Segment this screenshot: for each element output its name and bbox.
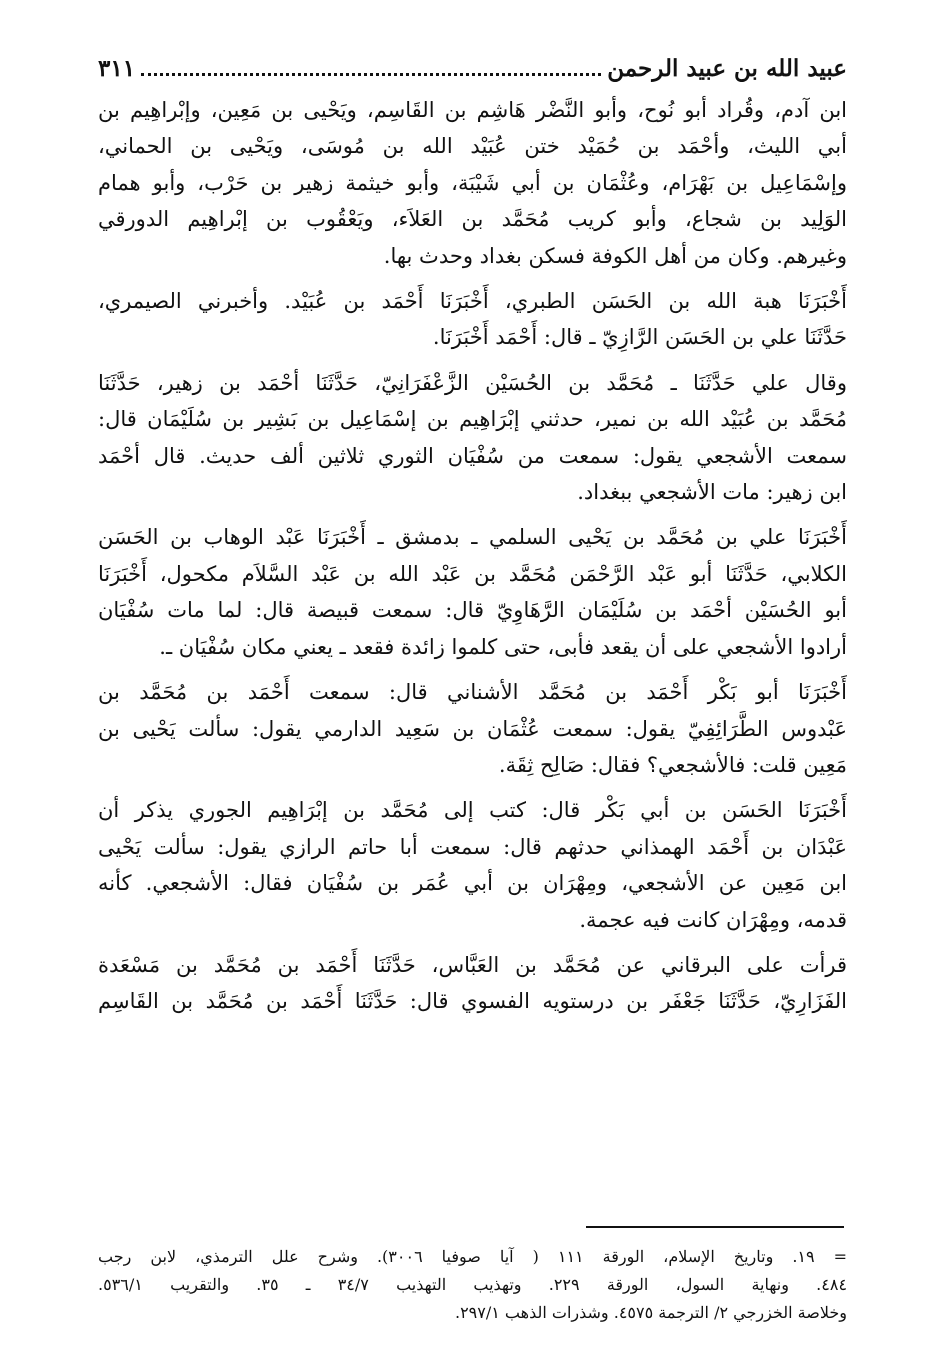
text-line: وغيرهم. وكان من أهل الكوفة فسكن بغداد وحدث بها. — [383, 243, 847, 268]
footnote-line: ٤٨٤. ونهاية السول، الورقة ٢٢٩. وتهذيب التهذيب ٣٤/٧ ـ ٣٥. والتقريب ٥٣٦/١. — [98, 1275, 847, 1294]
text-line: أَخْبَرَنَا هبة الله بن الحَسَن الطبري، أَخْبَرَنَا أَحْمَد بن عُبَيْد. وأخبرني الصيمري، — [98, 289, 847, 314]
text-line: الكلابي، حَدَّثَنَا أبو عَبْد الرَّحْمَن مُحَمَّد بن عَبْد الله بن عَبْد السَّلاَم مكحول، أَخْبَرَنَا — [98, 561, 847, 586]
text-line: عَبْدَان بن أَحْمَد الهمذاني حدثهم قال: سمعت أبا حاتم الرازي يقول: سألت يَحْيى — [98, 834, 847, 859]
paragraph — [98, 519, 847, 665]
text-line: ابن آدم، وقُراد أبو نُوح، وأبو النَّضْر هَاشِم بن القَاسِم، ويَحْيى بن مَعِين، وإبْراهِيم بن — [98, 98, 847, 122]
text-line: قدمه، ومِهْرَان كانت فيه عجمة. — [579, 907, 847, 932]
text-line: وإسْمَاعِيل بن بَهْرَام، وعُثْمَان بن أبي شَيْبَة، وأبو خيثمة زهير بن حَرْب، وأبو همام — [98, 170, 847, 195]
text-line: وقال علي حَدَّثَنَا ـ مُحَمَّد بن الحُسَيْن الزَّعْفَرَانِيّ، حَدَّثَنَا أحْمَد بن زهير، حَدَّثَنَا — [98, 370, 847, 395]
text-line: أَخْبَرَنَا علي بن مُحَمَّد بن يَحْيى السلمي ـ بدمشق ـ أَخْبَرَنَا عَبْد الوهاب بن الحَسَن — [98, 525, 847, 550]
paragraph — [98, 365, 847, 511]
text-line: أَخْبَرَنَا أبو بَكْر أَحْمَد بن مُحَمَّد الأشناني قال: سمعت أَحْمَد بن مُحَمَّد بن — [98, 680, 847, 705]
text-line: أبو الحُسَيْن أحْمَد بن سُلَيْمَان الرَّهَاوِيّ قال: سمعت قبيصة قال: لما مات سُفْيَان — [98, 598, 847, 623]
paragraph — [98, 283, 847, 356]
footnote-separator — [586, 1226, 844, 1228]
text-line: الفَزَارِيّ، حَدَّثَنَا جَعْفَر بن درستويه الفسوي قال: حَدَّثَنَا أَحْمَد بن مُحَمَّد بن القَاسِم — [98, 989, 847, 1014]
page-number: ٣١١ — [98, 55, 136, 82]
paragraph — [98, 674, 847, 783]
text-line: الوَلِيد بن شجاع، وأبو كريب مُحَمَّد بن العَلاَء، ويَعْقُوب بن إبْراهِيم الدورقي — [98, 207, 847, 232]
paragraph — [98, 792, 847, 938]
footnote-line: = ١٩. وتاريخ الإسلام، الورقة ١١١ ( آيا صوفيا ٣٠٠٦). وشرح علل الترمذي، لابن رجب — [98, 1247, 847, 1266]
text-line: أَخْبَرَنَا الحَسَن بن أبي بَكْر قال: كتب إلى مُحَمَّد بن إبْرَاهِيم الجوري يذكر أن — [98, 798, 847, 823]
header-leader-dots — [141, 55, 601, 76]
text-line: أبي الليث، وأحْمَد بن حُمَيْد ختن عُبَيْد الله بن مُوسَى، ويَحْيى بن الحماني، — [98, 134, 847, 159]
text-line: ابن مَعِين عن الأشجعي، ومِهْرَان بن أبي عُمَر بن سُفْيَان فقال: الأشجعي. كأنه — [98, 871, 847, 896]
paragraph — [98, 947, 847, 1020]
text-line: مَعِين قلت: فالأشجعي؟ فقال: صَالِح ثِقَة. — [498, 752, 847, 777]
paragraph — [98, 92, 847, 274]
text-line: سمعت الأشجعي يقول: سمعت من سُفْيَان الثوري ثلاثين ألف حديث. قال أحْمَد — [98, 443, 847, 468]
text-line: حَدَّثَنَا علي بن الحَسَن الرَّازِيّ ـ قال: أَحْمَد أَخْبَرَنَا. — [432, 325, 847, 350]
text-line: قرأت على البرقاني عن مُحَمَّد بن العَبَّاس، حَدَّثَنَا أَحْمَد بن مُحَمَّد بن مَسْعَدة — [98, 952, 847, 977]
main-text — [98, 92, 847, 1020]
text-line: ابن زهير: مات الأشجعي ببغداد. — [577, 480, 847, 505]
text-line: أرادوا الأشجعي على أن يقعد فأبى، حتى كلموا زائدة فقعد ـ يعني مكان سُفْيَان ـ. — [159, 634, 847, 659]
footnote-line: وخلاصة الخزرجي ٢/ الترجمة ٤٥٧٥. وشذرات الذهب ٢٩٧/١. — [454, 1303, 847, 1322]
footnotes — [98, 1243, 847, 1327]
text-line: عَبْدوس الطَّرَائِفِيّ يقول: سمعت عُثْمَان بن سَعِيد الدارمي يقول: سألت يَحْيى بن — [98, 716, 847, 741]
text-line: مُحَمَّد بن عُبَيْد الله بن نمير، حدثني إبْرَاهِيم بن إسْمَاعِيل بن بَشِير بن سُلَيْمَان قال: — [98, 407, 847, 432]
running-header — [98, 52, 847, 90]
header-title: عبيد الله بن عبيد الرحمن — [607, 55, 847, 82]
